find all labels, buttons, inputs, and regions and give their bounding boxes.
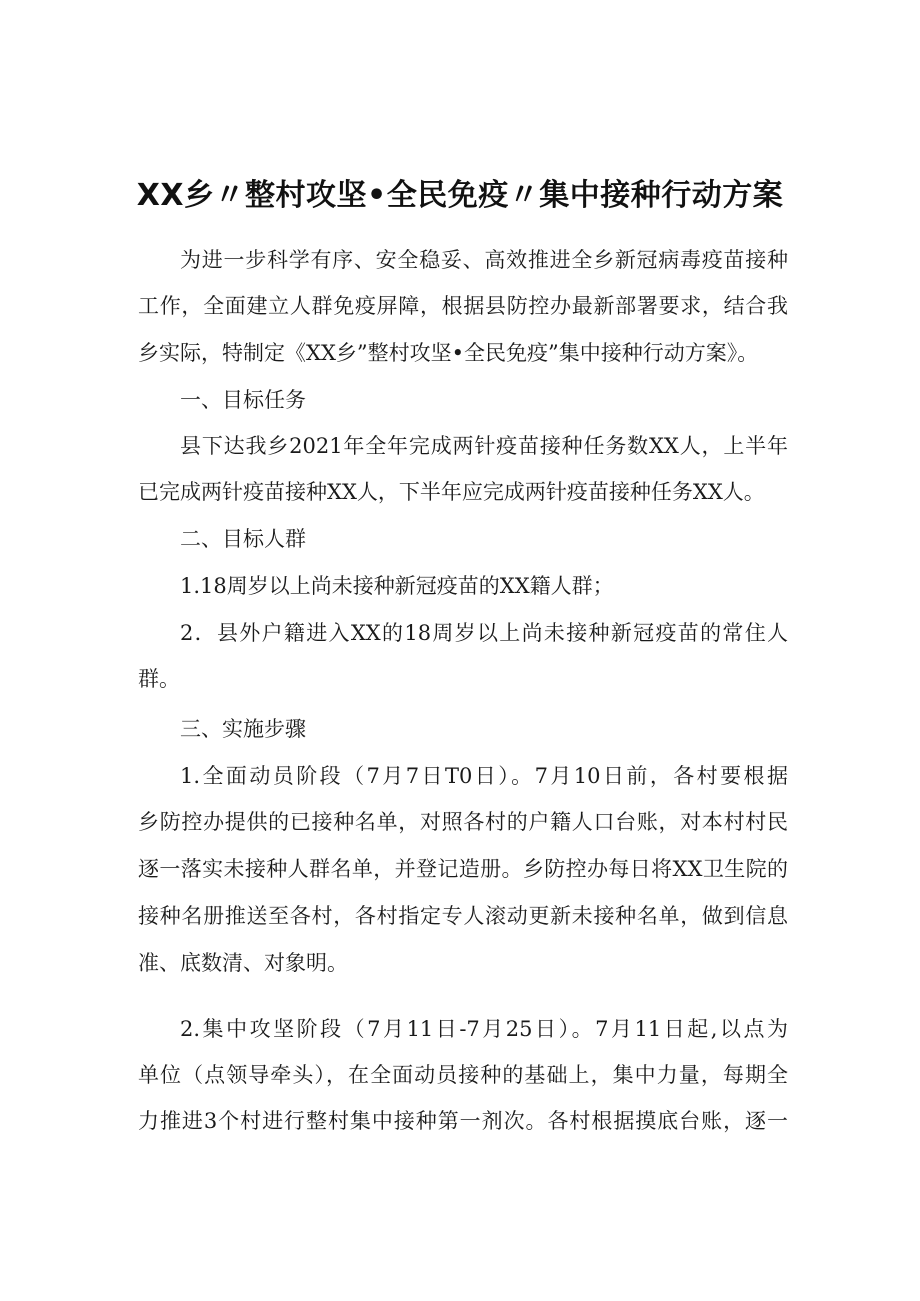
paragraph-line: 已完成两针疫苗接种XX人，下半年应完成两针疫苗接种任务XX人。	[138, 480, 765, 504]
document-title: XX乡〃整村攻坚•全民免疫〃集中接种行动方案	[136, 178, 784, 213]
paragraph-line: 乡实际，特制定《XX乡”整村攻坚•全民免疫”集中接种行动方案》。	[138, 341, 759, 365]
paragraph-line: 准、底数清、对象明。	[138, 951, 348, 975]
paragraph-line: 为进一步科学有序、安全稳妥、高效推进全乡新冠病毒疫苗接种	[180, 248, 788, 272]
list-item: 1.18周岁以上尚未接种新冠疫苗的XX籍人群；	[180, 574, 614, 598]
section-heading: 二、目标人群	[180, 527, 306, 551]
paragraph-line: 乡防控办提供的已接种名单，对照各村的户籍人口台账，对本村村民	[138, 810, 788, 834]
list-item: 2．县外户籍进入XX的18周岁以上尚未接种新冠疫苗的常住人	[180, 621, 788, 645]
paragraph-line: 单位（点领导牵头），在全面动员接种的基础上，集中力量，每期全	[138, 1063, 788, 1087]
paragraph-line: 工作，全面建立人群免疫屏障，根据县防控办最新部署要求，结合我	[138, 294, 788, 318]
paragraph-line: 接种名册推送至各村，各村指定专人滚动更新未接种名单，做到信息	[138, 904, 788, 928]
paragraph-line: 逐一落实未接种人群名单，并登记造册。乡防控办每日将XX卫生院的	[138, 857, 788, 881]
paragraph-line: 力推进3个村进行整村集中接种第一剂次。各村根据摸底台账，逐一	[138, 1109, 788, 1133]
section-heading: 三、实施步骤	[180, 717, 306, 741]
section-heading: 一、目标任务	[180, 388, 306, 412]
paragraph-line: 2.集中攻坚阶段（7月11日-7月25日）。7月11日起,以点为	[180, 1017, 788, 1041]
paragraph-line: 1.全面动员阶段（7月7日T0日）。7月10日前，各村要根据	[180, 764, 788, 788]
paragraph-line: 县下达我乡2021年全年完成两针疫苗接种任务数XX人，上半年	[180, 434, 788, 458]
list-item-continuation: 群。	[138, 667, 180, 691]
